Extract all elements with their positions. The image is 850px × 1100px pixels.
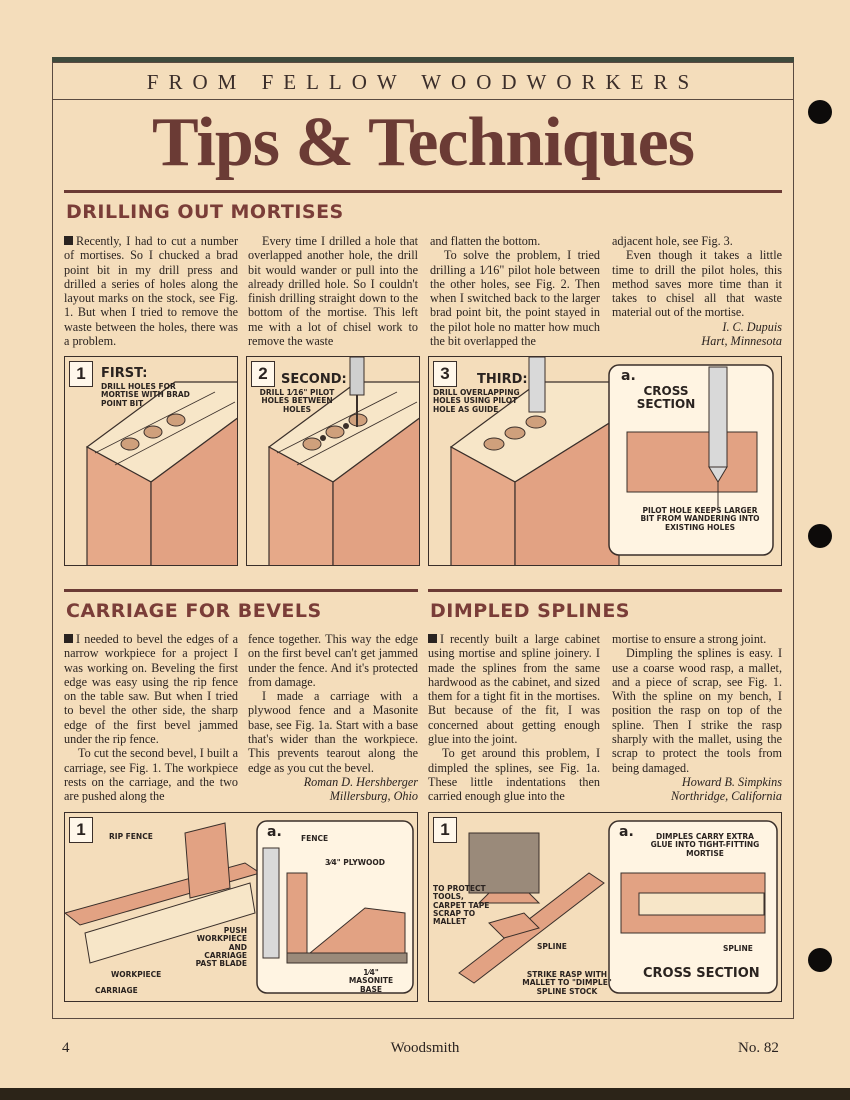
page-title: Tips & Techniques	[152, 104, 694, 181]
label-rip-fence: RIP FENCE	[109, 832, 153, 841]
article-heading-drilling: DRILLING OUT MORTISES	[66, 201, 344, 223]
label-protect: TO PROTECT TOOLS, CARPET TAPE SCRAP TO MALLET	[433, 884, 490, 926]
bullet-square	[428, 634, 437, 643]
magazine-name: Woodsmith	[390, 1040, 460, 1056]
banner-rule	[52, 99, 794, 100]
article-heading-splines: DIMPLED SPLINES	[430, 600, 630, 622]
scan-edge	[0, 1088, 850, 1100]
splines-location: Northridge, California	[670, 789, 782, 804]
inset-title: CROSS SECTION	[643, 966, 760, 981]
figure-number: 1	[433, 817, 457, 843]
label-masonite: 1⁄4" MASONITE BASE	[348, 968, 394, 994]
article-heading-carriage: CARRIAGE FOR BEVELS	[66, 600, 322, 622]
figure-carriage	[64, 812, 418, 1002]
label-push: PUSH WORKPIECE AND CARRIAGE PAST BLADE	[195, 926, 247, 968]
drilling-text-3a: and flatten the bottom.	[430, 234, 541, 248]
section-banner: FROM FELLOW WOODWORKERS	[146, 70, 700, 94]
drilling-text-4a: adjacent hole, see Fig. 3.	[612, 234, 733, 248]
label-carriage: CARRIAGE	[95, 986, 138, 995]
figure-caption: DRILL HOLES FOR MORTISE WITH BRAD POINT BIT	[101, 382, 190, 408]
label-plywood: 3⁄4" PLYWOOD	[325, 858, 385, 867]
figure-label: FIRST:	[101, 366, 148, 381]
inset-note: PILOT HOLE KEEPS LARGER BIT FROM WANDERING INTO EXISTING HOLES	[640, 506, 760, 532]
page-number: 4	[62, 1040, 70, 1056]
splines-column-2	[612, 632, 782, 804]
splines-text-2b: Dimpling the splines is easy. I use a coarse wood rasp, a mallet, and a piece of scrap, see Fig. 1. With the spline on my bench, I position the rasp on top of the spline. Then I strike the rasp sharply with the mallet, using the scrap to protect the tools from being damaged.	[612, 646, 782, 775]
figure-number: 2	[251, 361, 275, 387]
issue-number: No. 82	[738, 1040, 779, 1056]
figure-caption: DRILL OVERLAPPING HOLES USING PILOT HOLE AS GUIDE	[433, 388, 520, 414]
splines-column-1	[428, 632, 600, 804]
figure-drilling-2	[246, 356, 420, 566]
inset-letter: a.	[619, 824, 634, 840]
carriage-text-1b: To cut the second bevel, I built a carriage, see Fig. 1. The workpiece rests on the carriage, and the two are pushed along the	[64, 746, 238, 804]
figure-label: SECOND:	[281, 372, 347, 387]
drilling-text-4b: Even though it takes a little time to drill the pilot holes, this method saves more time than it takes to chisel all that waste material out of the mortise.	[612, 248, 782, 320]
title-rule	[64, 190, 782, 193]
label-spline-inset: SPLINE	[723, 944, 753, 953]
drilling-author: I. C. Dupuis	[722, 319, 782, 334]
carriage-column-2	[248, 632, 418, 804]
drilling-text-1: Recently, I had to cut a number of mortises. So I chucked a brad point bit in my drill press and drilled a series of holes along the layout marks on the stock, see Fig. 1. But when I tried to remove the waste between the holes, there was a problem.	[64, 234, 238, 349]
figure-splines	[428, 812, 782, 1002]
bullet-square	[64, 236, 73, 245]
splines-text-1: I recently built a large cabinet using mortise and spline joinery. I made the splines from the same hardwood as the cabinet, and sized them for a tight fit in the mortises. But because of the fit, I was concerned about getting enough glue into the joint.	[428, 632, 600, 747]
splines-author: Howard B. Simpkins	[681, 774, 782, 789]
carriage-text-2b: I made a carriage with a plywood fence and a Masonite base, see Fig. 1a. Start with a base that's wider than the workpiece. This prevents tearout along the edge as you cut the bevel.	[248, 689, 418, 775]
carriage-author: Roman D. Hershberger	[303, 774, 418, 789]
figure-caption: DRILL 1⁄16" PILOT HOLES BETWEEN HOLES	[259, 388, 335, 414]
carriage-column-1	[64, 632, 238, 804]
bullet-square	[64, 634, 73, 643]
drilling-location: Hart, Minnesota	[701, 334, 782, 349]
figure-drilling-3	[428, 356, 782, 566]
inset-title: CROSS SECTION	[636, 384, 696, 412]
carriage-text-1: I needed to bevel the edges of a narrow workpiece for a project I was working on. Beveling the first edge was easy using the rip fence on the table saw. But when I tried to bevel the other side, the sharp edge of the first bevel jammed under the rip fence.	[64, 632, 238, 747]
carriage-text-2: fence together. This way the edge on the first bevel can't get jammed under the fence. And it's protected from damage.	[248, 632, 418, 689]
label-workpiece: WORKPIECE	[111, 970, 162, 979]
drilling-column-2	[248, 234, 418, 348]
binder-hole-top	[808, 100, 832, 124]
splines-rule	[428, 589, 782, 592]
inset-letter: a.	[621, 368, 636, 384]
drilling-column-3	[430, 234, 600, 348]
label-spline: SPLINE	[537, 942, 567, 951]
figure-drilling-1	[64, 356, 238, 566]
carriage-location: Millersburg, Ohio	[329, 789, 418, 804]
figure-number: 1	[69, 817, 93, 843]
figure-number: 3	[433, 361, 457, 387]
binder-hole-bottom	[808, 948, 832, 972]
figure-label: THIRD:	[477, 372, 528, 387]
label-fence: FENCE	[301, 834, 329, 843]
splines-text-2: mortise to ensure a strong joint.	[612, 632, 767, 646]
drilling-column-4	[612, 234, 782, 348]
carriage-rule	[64, 589, 418, 592]
inset-letter: a.	[267, 824, 282, 840]
label-dimples: DIMPLES CARRY EXTRA GLUE INTO TIGHT-FITTING MORTISE	[650, 832, 760, 858]
binder-hole-middle	[808, 524, 832, 548]
drilling-column-1	[64, 234, 238, 348]
figure-number: 1	[69, 361, 93, 387]
splines-text-1b: To get around this problem, I dimpled the splines, see Fig. 1a. These little indentations then carried enough glue into the	[428, 746, 600, 804]
drilling-text-3b: To solve the problem, I tried drilling a 1⁄16" pilot hole between the other holes, see Fig. 2. Then when I switched back to the larger brad point bit, the point stayed in the pilot hole no matter how much the bit overlapped the	[430, 248, 600, 349]
drilling-text-2: Every time I drilled a hole that overlapped another hole, the drill bit would wander or pull into the already drilled hole. So I couldn't finish drilling straight down to the bottom of the mortise. This left me with a lot of chisel work to remove the waste	[248, 234, 418, 349]
label-strike: STRIKE RASP WITH MALLET TO "DIMPLE" SPLINE STOCK	[522, 970, 612, 996]
